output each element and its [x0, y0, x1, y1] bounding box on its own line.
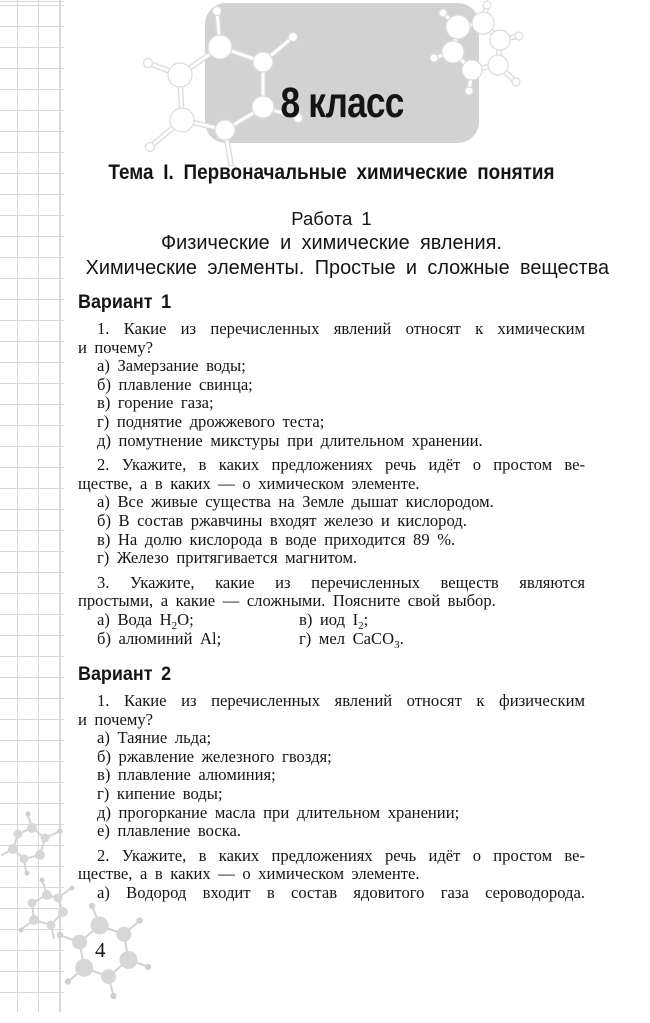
- variant1-question1: [78, 320, 585, 450]
- variant2-question2: [78, 847, 585, 903]
- formula-chalk: г) мел CaCO$_3$.: [299, 628, 404, 651]
- option-line: а) Таяние льда;: [97, 728, 212, 748]
- question-line: ществе, а в каких — о химическом элементе.: [78, 864, 420, 884]
- formula-aluminium: б) алюминий Al;: [97, 628, 222, 648]
- formula-row: [78, 611, 585, 630]
- question-line: 3. Укажите, какие из перечисленных веществ являются: [97, 572, 585, 592]
- variant2-title: Вариант 2: [78, 663, 172, 686]
- option-line: в) плавление алюминия;: [97, 765, 276, 785]
- formula-row: [78, 630, 585, 649]
- variant1-question2: [78, 456, 585, 568]
- question-line: 1. Какие из перечисленных явлений относят к химическим: [97, 319, 585, 338]
- variant1-title: Вариант 1: [78, 291, 172, 313]
- option-line: б) плавление свинца;: [97, 374, 253, 394]
- question-line: и почему?: [78, 709, 154, 729]
- option-line: г) Железо притягивается магнитом.: [97, 548, 358, 568]
- option-line: е) плавление воска.: [97, 821, 242, 841]
- option-line: а) Все живые существа на Земле дышат кислородом.: [97, 492, 494, 512]
- option-line: а) Водород входит в состав ядовитого газа сероводорода.: [97, 883, 585, 903]
- option-line: г) поднятие дрожжевого теста;: [97, 411, 325, 431]
- variant1-question3: [78, 572, 585, 651]
- option-line: а) Замерзание воды;: [97, 356, 246, 376]
- option-line: д) помутнение микстуры при длительном хранении.: [97, 430, 483, 450]
- option-line: б) ржавление железного гвоздя;: [97, 746, 332, 766]
- option-line: б) В состав ржавчины входят железо и кислород.: [97, 510, 467, 530]
- text-column: [78, 160, 610, 903]
- question-line: ществе, а в каких — о химическом элементе.: [78, 473, 420, 493]
- formula-iodine: в) иод $I_2$;: [299, 609, 369, 632]
- work-title-line1: Физические и химические явления.: [161, 231, 502, 254]
- question-line: простыми, а какие — сложными. Поясните свой выбор.: [78, 591, 496, 611]
- option-line: д) прогоркание масла при длительном хранении;: [97, 802, 460, 822]
- option-line: г) кипение воды;: [97, 784, 223, 804]
- option-line: в) На долю кислорода в воде приходится 89 %.: [97, 529, 456, 549]
- question-line: 2. Укажите, в каких предложениях речь идёт о простом ве-: [97, 455, 585, 475]
- formula-water: а) Вода $H_2O$;: [97, 609, 194, 632]
- theme-title: Тема I. Первоначальные химические понятия: [108, 161, 555, 184]
- variant2-question1: [78, 692, 585, 841]
- work-label: Работа 1: [291, 208, 372, 229]
- question-line: и почему?: [78, 337, 154, 357]
- option-line: в) горение газа;: [97, 393, 214, 413]
- question-line: 1. Какие из перечисленных явлений относят к физическим: [97, 691, 585, 711]
- work-title-line2: Химические элементы. Простые и сложные вещества: [85, 256, 610, 279]
- page-number: 4: [95, 938, 106, 962]
- grade-title: 8 класс: [280, 79, 404, 127]
- question-line: 2. Укажите, в каких предложениях речь идёт о простом ве-: [97, 845, 585, 865]
